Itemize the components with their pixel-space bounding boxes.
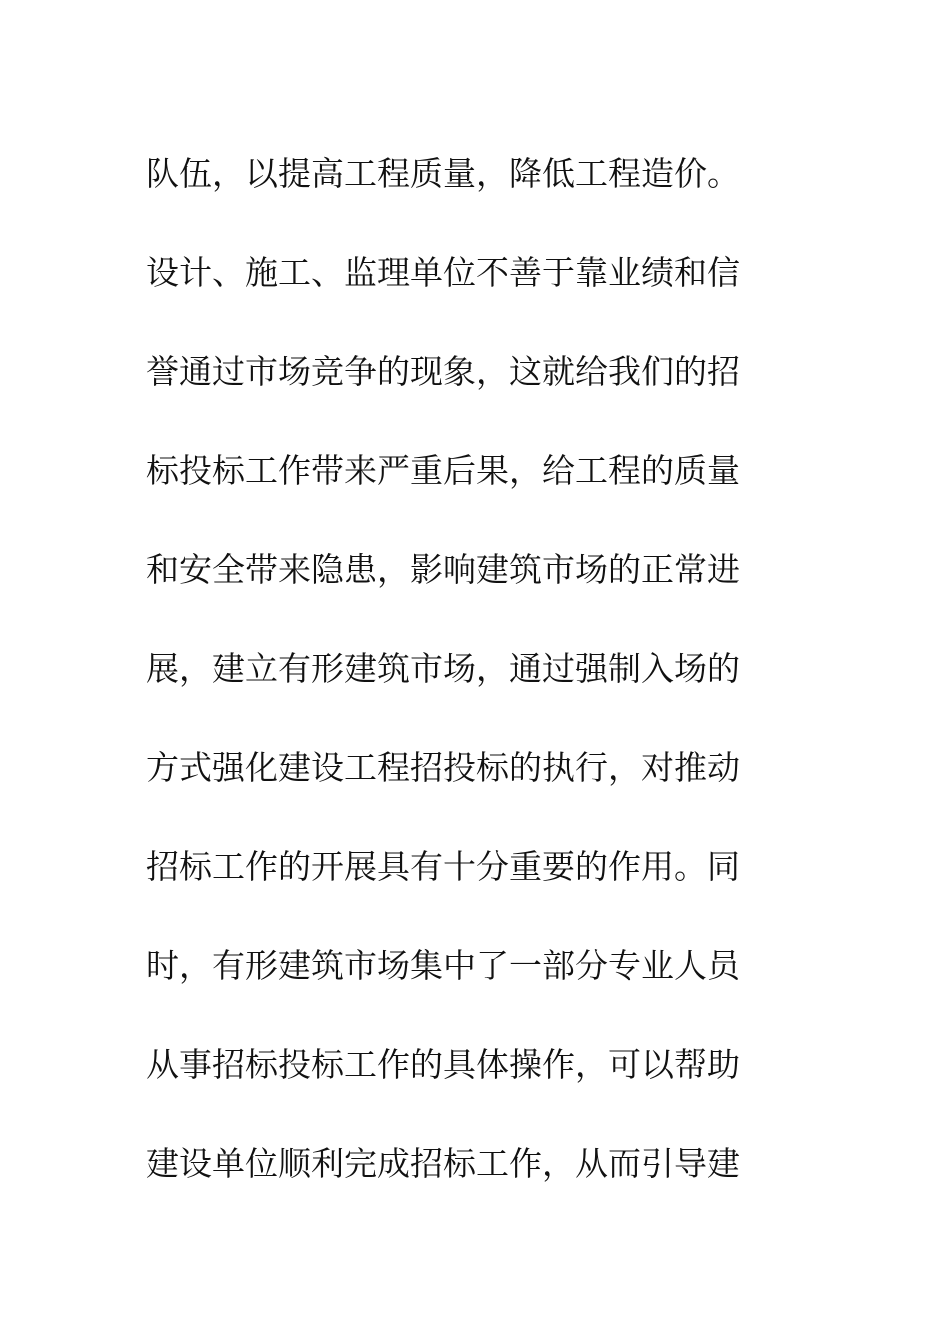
text-line: 招标工作的开展具有十分重要的作用。同 xyxy=(146,847,740,886)
body-paragraph xyxy=(146,124,786,1213)
text-line: 誉通过市场竞争的现象，这就给我们的招 xyxy=(146,352,740,391)
text-line: 队伍，以提高工程质量，降低工程造价。 xyxy=(146,154,740,193)
text-line: 方式强化建设工程招投标的执行，对推动 xyxy=(146,748,740,787)
text-line: 时，有形建筑市场集中了一部分专业人员 xyxy=(146,946,740,985)
text-line: 标投标工作带来严重后果，给工程的质量 xyxy=(146,451,740,490)
text-line: 和安全带来隐患，影响建筑市场的正常进 xyxy=(146,550,740,589)
text-line: 设计、施工、监理单位不善于靠业绩和信 xyxy=(146,253,740,292)
text-line: 建设单位顺利完成招标工作，从而引导建 xyxy=(146,1144,740,1183)
text-line: 展，建立有形建筑市场，通过强制入场的 xyxy=(146,649,740,688)
text-line: 从事招标投标工作的具体操作，可以帮助 xyxy=(146,1045,740,1084)
